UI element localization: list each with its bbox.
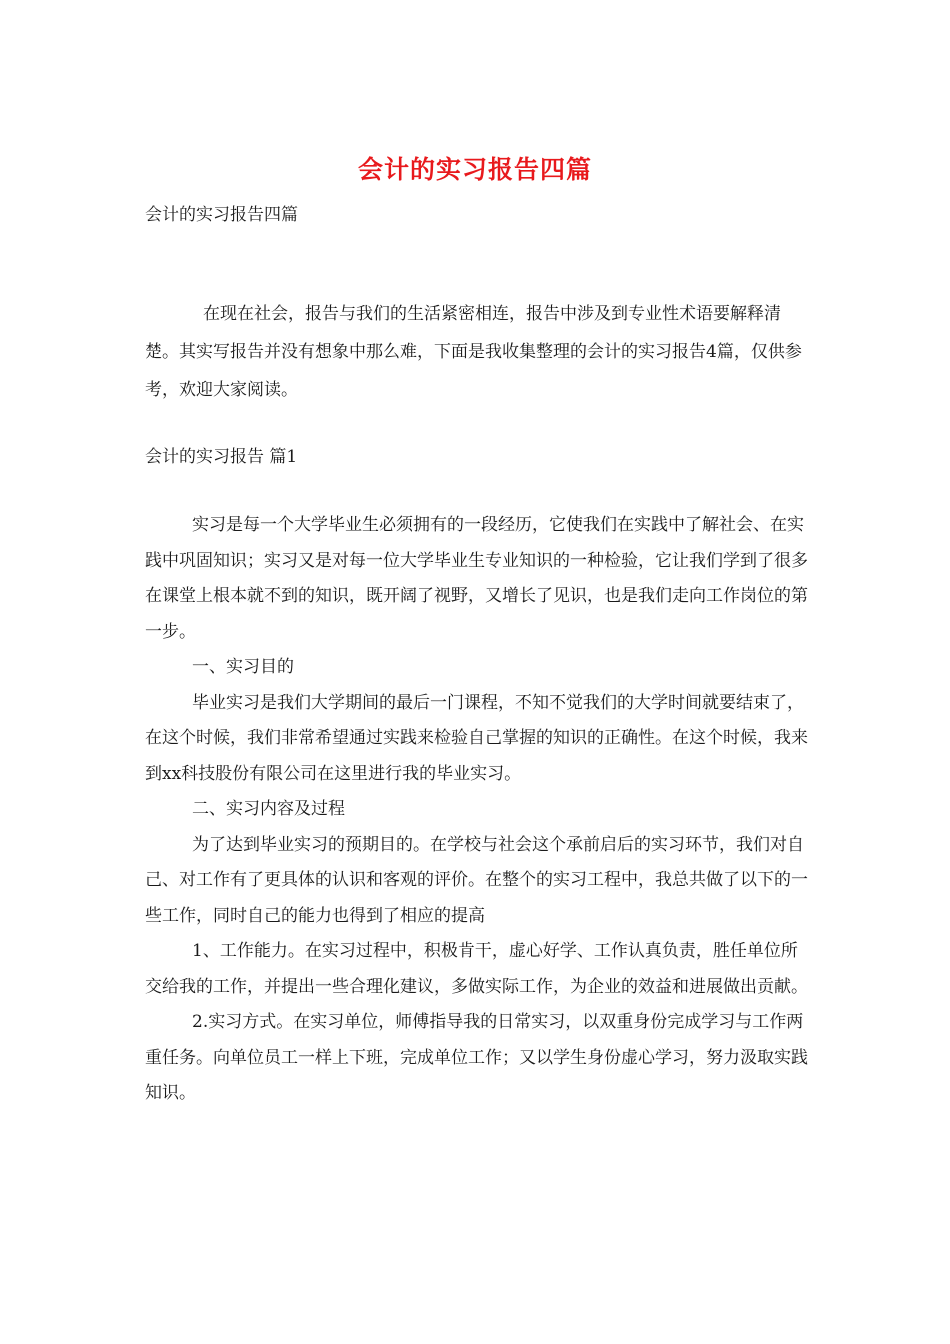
- paragraph-content: 为了达到毕业实习的预期目的。在学校与社会这个承前启后的实习环节，我们对自己、对工作有了更具体的认识和客观的评价。在整个的实习工程中，我总共做了以下的一些工作，同时自己的能力也得到了相应的提高: [145, 834, 808, 926]
- paragraph-ability: 1、工作能力。在实习过程中，积极肯干，虚心好学、工作认真负责，胜任单位所交给我的工作，并提出一些合理化建议，多做实际工作，为企业的效益和进展做出贡献。: [145, 941, 808, 997]
- heading-content: 二、实习内容及过程: [192, 799, 345, 819]
- intro-paragraph: 在现在社会，报告与我们的生活紧密相连，报告中涉及到专业性术语要解释清楚。其实写报告并没有想象中那么难，下面是我收集整理的会计的实习报告4篇，仅供参考，欢迎大家阅读。: [145, 304, 802, 400]
- document-title: 会计的实习报告四篇: [357, 155, 592, 184]
- paragraph-method: 2.实习方式。在实习单位，师傅指导我的日常实习，以双重身份完成学习与工作两重任务。向单位员工一样上下班，完成单位工作；又以学生身份虚心学习，努力汲取实践知识。: [145, 1012, 808, 1103]
- paragraph-intro: 实习是每一个大学毕业生必须拥有的一段经历，它使我们在实践中了解社会、在实践中巩固知识；实习又是对每一位大学毕业生专业知识的一种检验，它让我们学到了很多在课堂上根本就不到的知识，既开阔了视野，又增长了见识，也是我们走向工作岗位的第一步。: [145, 515, 808, 642]
- report-body: [145, 508, 810, 1112]
- section-heading: 会计的实习报告 篇1: [145, 447, 298, 467]
- document-subtitle: 会计的实习报告四篇: [145, 205, 298, 225]
- paragraph-purpose: 毕业实习是我们大学期间的最后一门课程，不知不觉我们的大学时间就要结束了，在这个时候，我们非常希望通过实践来检验自己掌握的知识的正确性。在这个时候，我来到xx科技股份有限公司在这里进行我的毕业实习。: [145, 692, 808, 784]
- heading-purpose: 一、实习目的: [192, 657, 294, 677]
